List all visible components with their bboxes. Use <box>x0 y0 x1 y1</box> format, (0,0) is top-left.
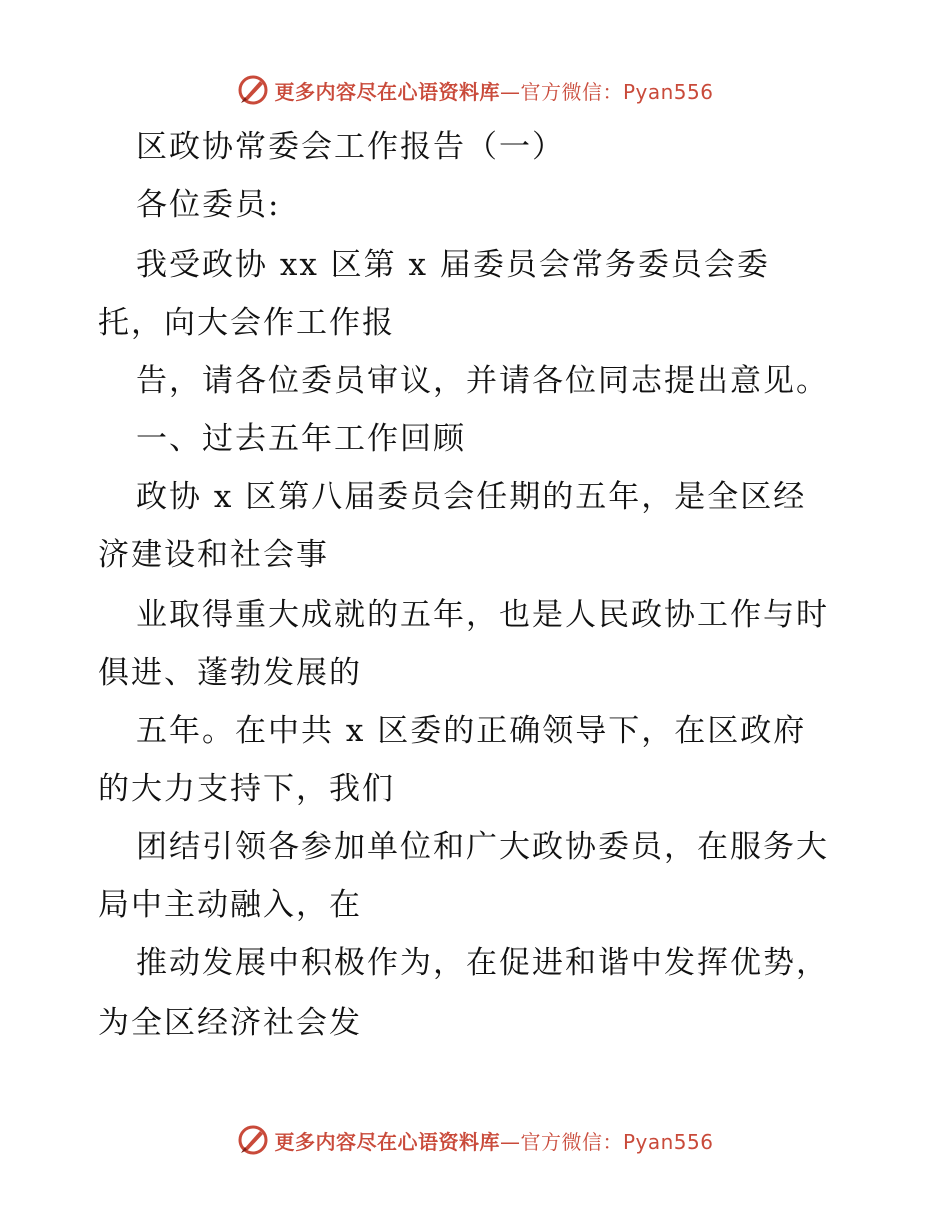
watermark-text <box>274 1126 713 1155</box>
paragraph-line: 团结引领各参加单位和广大政协委员，在服务大 <box>136 829 829 865</box>
watermark-text <box>274 76 713 105</box>
paragraph-line: 业取得重大成就的五年，也是人民政协工作与时 <box>136 597 829 633</box>
section-heading: 一、过去五年工作回顾 <box>136 421 466 457</box>
salutation: 各位委员: <box>136 187 281 223</box>
paragraph-line: 政协 x 区第八届委员会任期的五年，是全区经 <box>136 479 807 515</box>
watermark-dash: — <box>499 1129 521 1154</box>
footer-watermark <box>0 1120 950 1160</box>
paragraph-line: 托，向大会作工作报 <box>98 305 395 341</box>
paragraph-line: 的大力支持下，我们 <box>98 771 395 807</box>
quill-seal-icon <box>236 1123 270 1157</box>
watermark-brand: 更多内容尽在心语资料库 <box>274 79 500 104</box>
watermark-wechat: 官方微信：Pyan556 <box>520 1129 714 1154</box>
paragraph-line: 告，请各位委员审议，并请各位同志提出意见。 <box>136 363 829 399</box>
quill-seal-icon <box>236 73 270 107</box>
paragraph-line: 我受政协 xx 区第 x 届委员会常务委员会委 <box>136 247 770 283</box>
paragraph-line: 俱进、蓬勃发展的 <box>98 655 362 691</box>
watermark-dash: — <box>499 79 521 104</box>
header-watermark <box>0 70 950 110</box>
paragraph-line: 五年。在中共 x 区委的正确领导下，在区政府 <box>136 713 807 749</box>
watermark-wechat: 官方微信：Pyan556 <box>520 79 714 104</box>
paragraph-line: 推动发展中积极作为，在促进和谐中发挥优势， <box>136 945 829 981</box>
paragraph-line: 局中主动融入，在 <box>98 887 362 923</box>
watermark-brand: 更多内容尽在心语资料库 <box>274 1129 500 1154</box>
paragraph-line: 为全区经济社会发 <box>98 1005 362 1041</box>
document-title: 区政协常委会工作报告（一） <box>136 129 565 165</box>
paragraph-line: 济建设和社会事 <box>98 537 329 573</box>
